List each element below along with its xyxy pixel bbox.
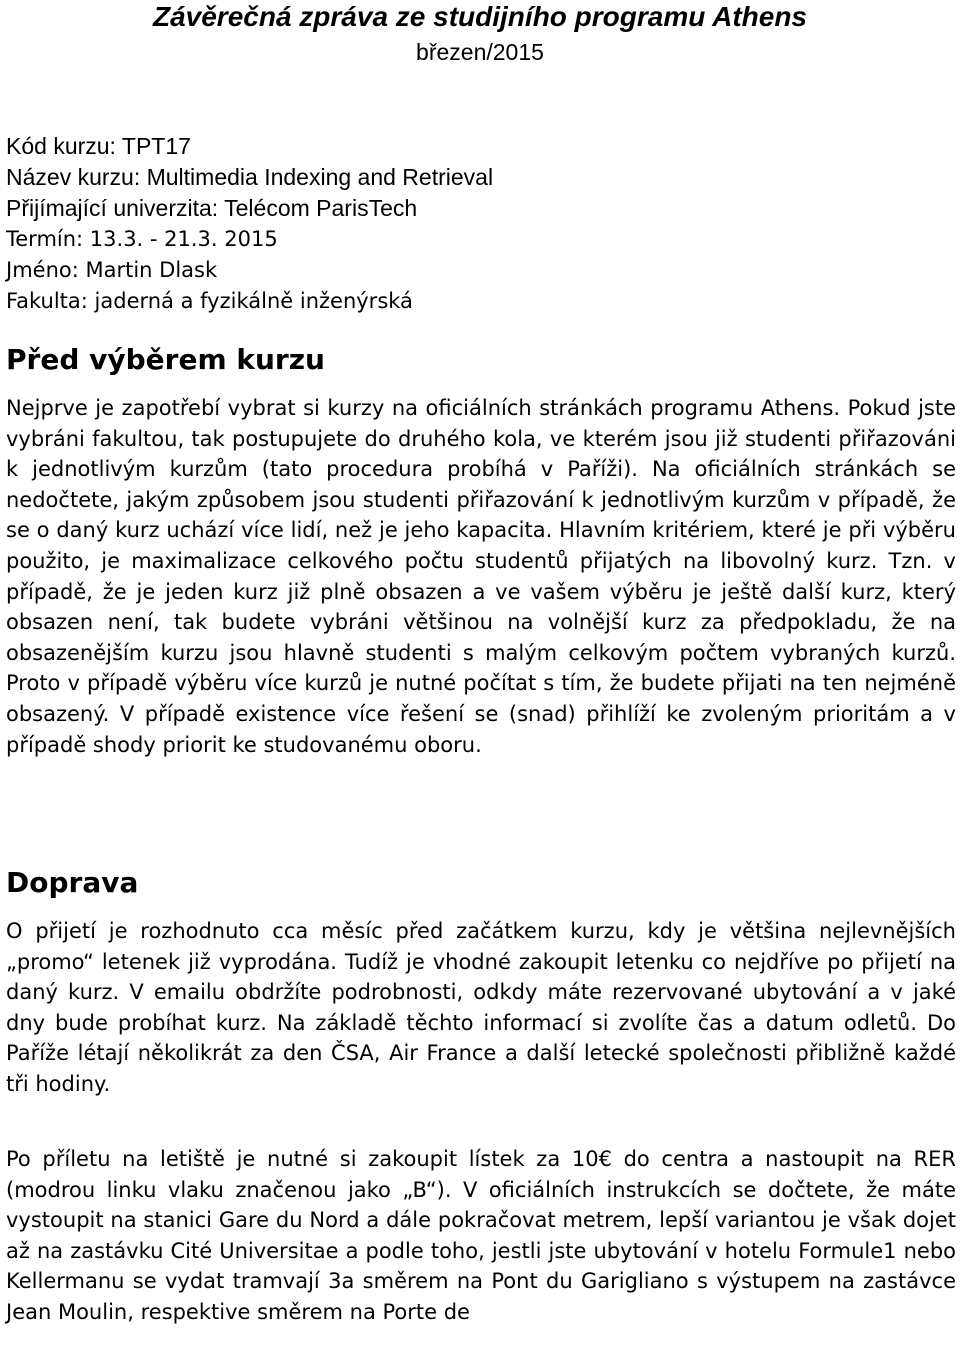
course-code: Kód kurzu: TPT17 [6,133,191,159]
student-faculty: Fakulta: jaderná a fyzikálně inženýrská [6,289,413,313]
course-info-secondary [6,224,413,317]
document-title: Závěrečná zpráva ze studijního programu Athens [152,1,807,32]
document-date: březen/2015 [416,39,544,65]
section-heading-transport: Doprava [6,866,139,899]
paragraph-transport-booking: O přijetí je rozhodnuto cca měsíc před začátkem kurzu, kdy je většina nejlevnějších „promo“ letenek již vyprodána. Tudíž je vhodné zakoupit letenku co nejdříve po přijetí na daný kurz. V emailu obdržíte podrobnosti, odkdy máte rezervované ubytování a v jaké dny bude probíhat kurz. Na základě těchto informací si zvolíte čas a datum odletů. Do Paříže létají několikrát za den ČSA, Air France a další letecké společnosti přibližně každé tři hodiny. [6,919,956,1096]
course-info-primary [6,131,493,224]
paragraph-transport-arrival: Po příletu na letiště je nutné si zakoupit lístek za 10€ do centra a nastoupit na RER (modrou linku vlaku značenou jako „B“). V oficiálních instrukcích se dočtete, že máte vystoupit na stanici Gare du Nord a dále pokračovat metrem, lepší variantou je však dojet až na zastávku Cité Universitae a podle toho, jestli jste ubytování v hotelu Formule1 nebo Kellermanu se vydat tramvají 3a směrem na Pont du Garigliano s výstupem na zastávce Jean Moulin, respektive směrem na Porte de [6,1147,956,1324]
paragraph-course-selection: Nejprve je zapotřebí vybrat si kurzy na oficiálních stránkách programu Athens. Pokud jste vybráni fakultou, tak postupujete do druhého kola, ve kterém jsou již studenti přiřazováni k jednotlivým kurzům (tato procedura probíhá v Paříži). Na oficiálních stránkách se nedočtete, jakým způsobem jsou studenti přiřazování k jednotlivým kurzům v případě, že se o daný kurz uchází více lidí, než je jeho kapacita. Hlavním kritériem, které je při výběru použito, je maximalizace celkového počtu studentů přijatých na libovolný kurz. Tzn. v případě, že je jeden kurz již plně obsazen a ve vašem výběru je ještě další kurz, který obsazen není, tak budete vybráni většinou na volnější kurz za předpokladu, že na obsazenějším kurzu jsou hlavně studenti s malým celkovým počtem vybraných kurzů. Proto v případě výběru více kurzů je nutné počítat s tím, že budete přijati na ten nejméně obsazený. V případě existence více řešení se (snad) přihlíží ke zvoleným prioritám a v případě shody priorit ke studovanému oboru. [6,396,956,757]
host-university: Přijímající univerzita: Telécom ParisTech [6,195,418,221]
course-term: Termín: 13.3. - 21.3. 2015 [6,227,278,251]
student-name: Jméno: Martin Dlask [6,258,218,282]
section-heading-course-selection: Před výběrem kurzu [6,343,325,376]
course-name: Název kurzu: Multimedia Indexing and Retrieval [6,164,494,190]
